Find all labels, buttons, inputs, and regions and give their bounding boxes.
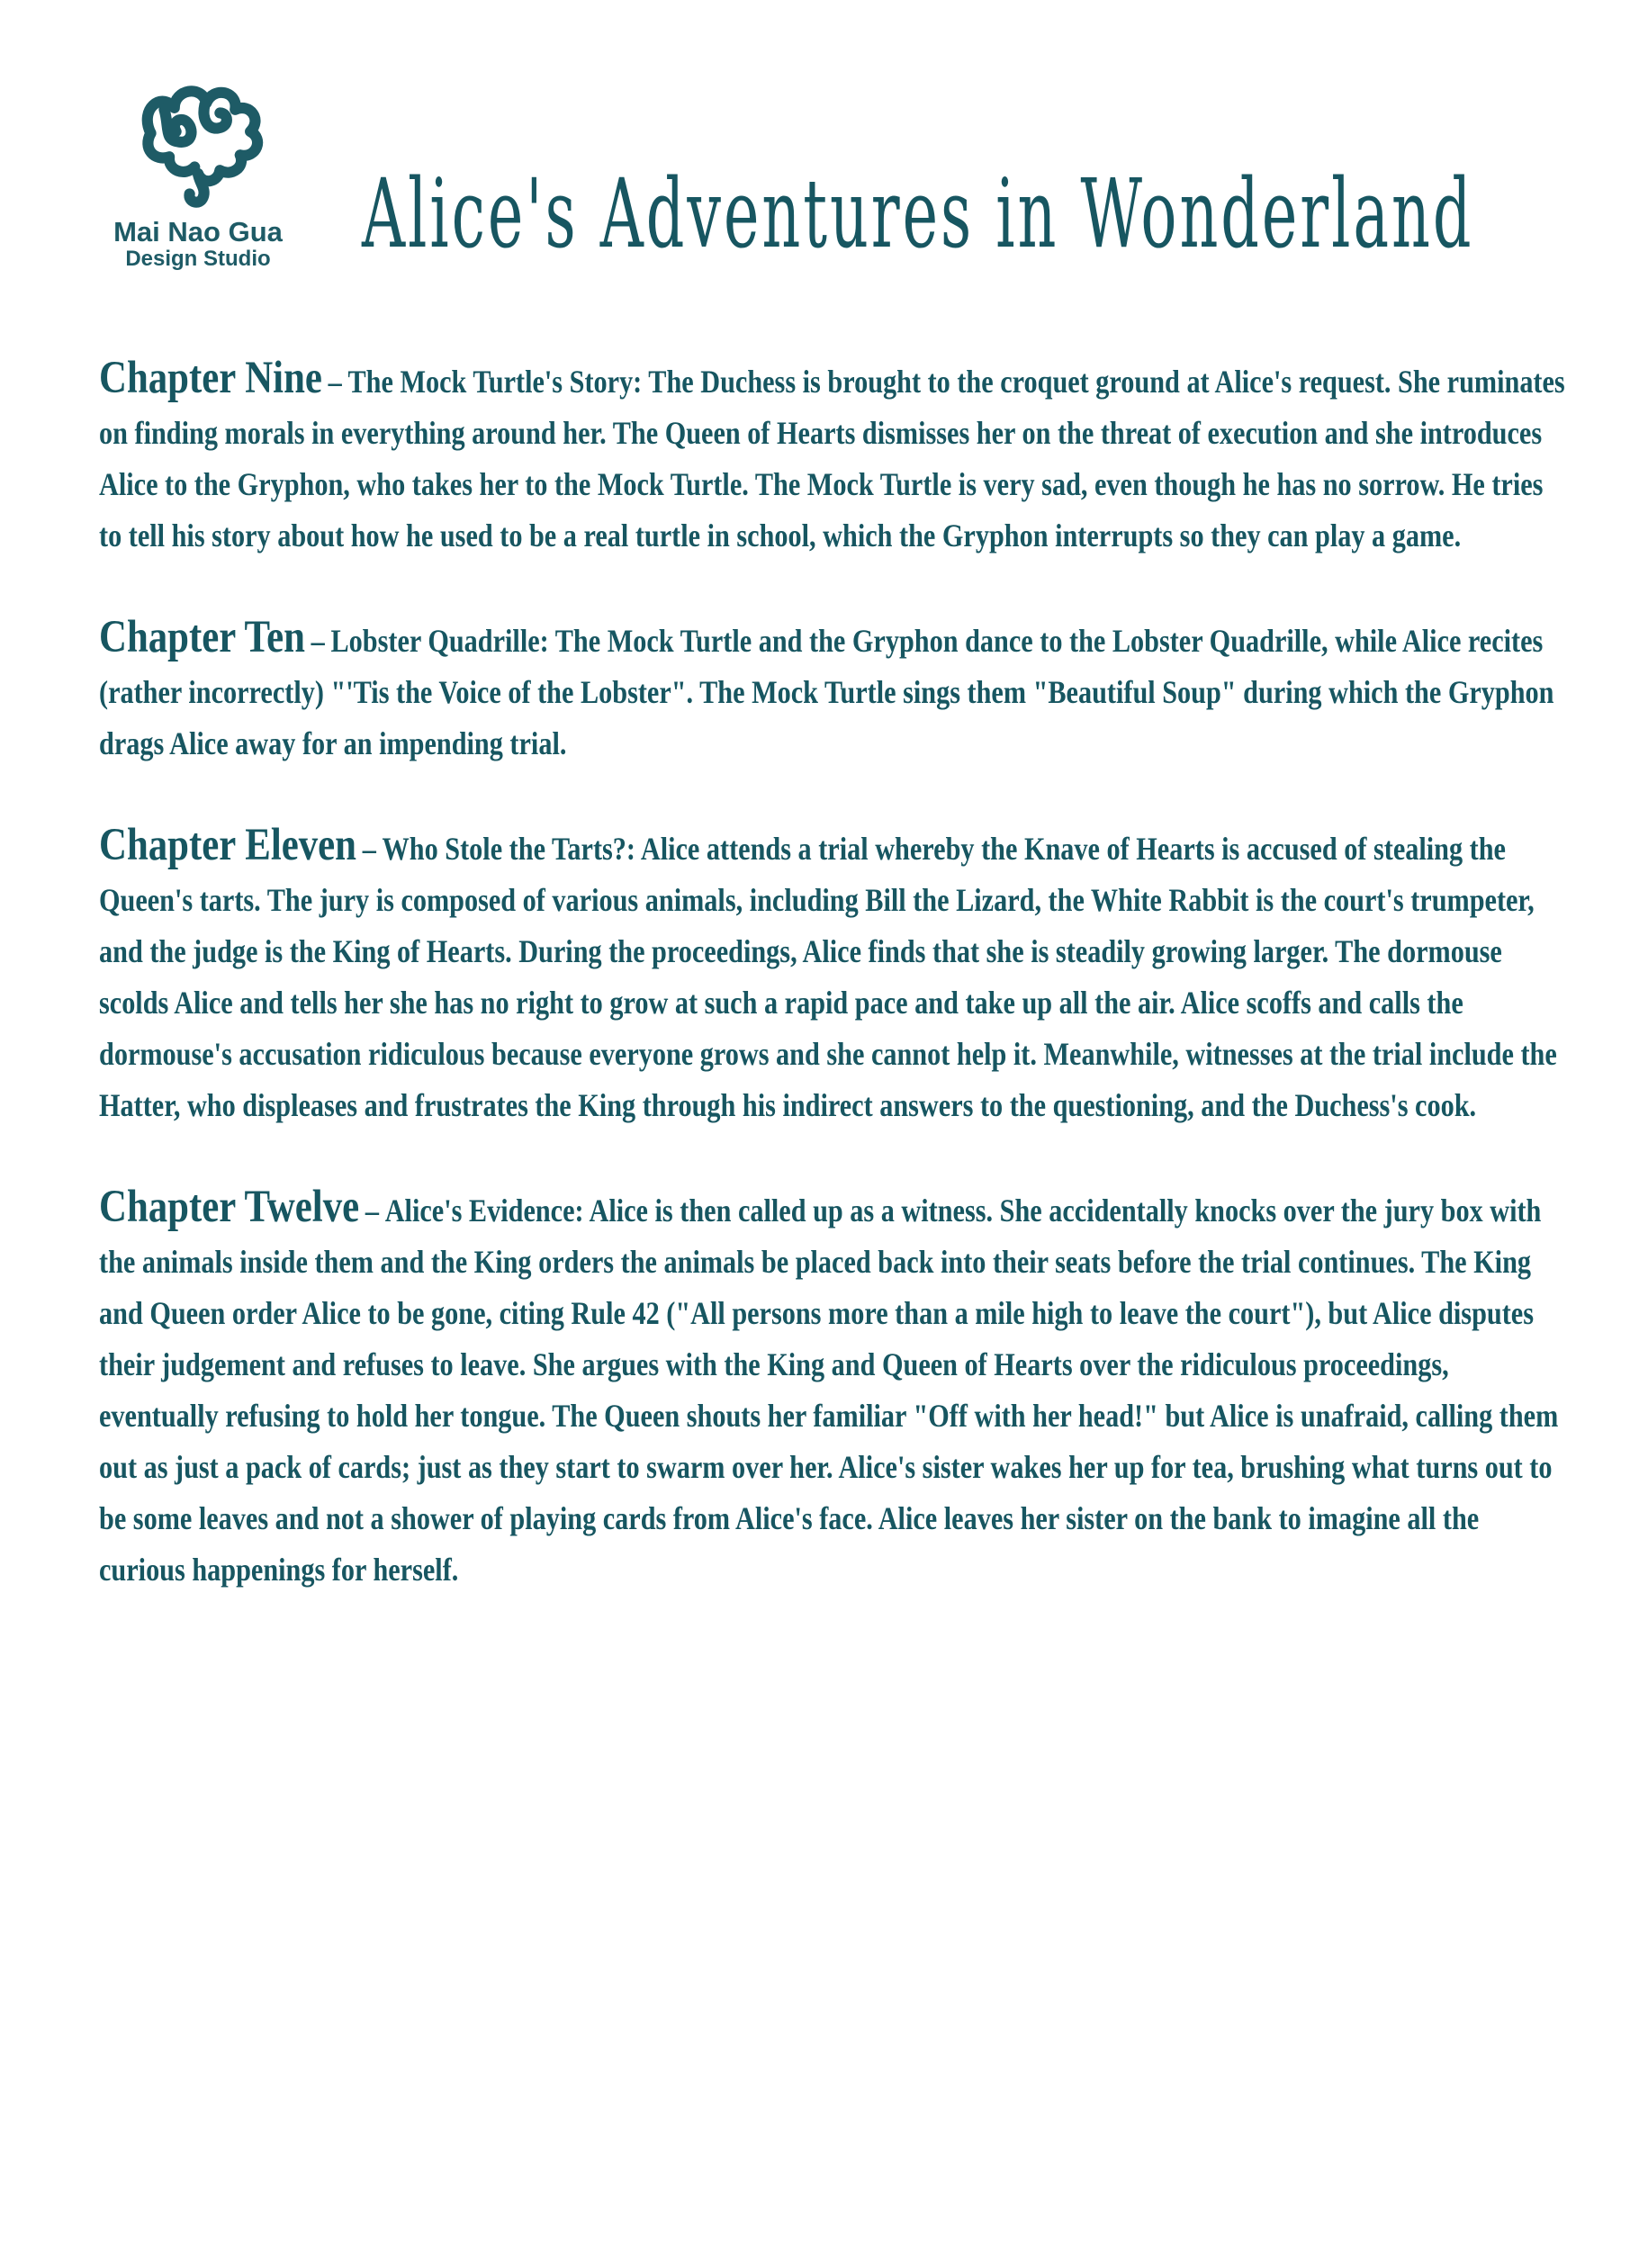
scribble-brain-logo-icon: [131, 79, 266, 214]
logo: [86, 79, 311, 271]
chapter-eleven-paragraph: [99, 820, 1566, 1131]
chapter-eleven-heading: Chapter Eleven: [99, 820, 356, 870]
chapter-ten-heading: Chapter Ten: [99, 612, 305, 662]
chapter-nine-heading: Chapter Nine: [99, 353, 322, 403]
dash-separator: –: [362, 831, 376, 867]
page-title: Alice's Adventures in Wonderland: [362, 160, 1474, 271]
dash-separator: –: [365, 1192, 379, 1228]
chapter-ten-paragraph: [99, 612, 1566, 770]
logo-subtitle: Design Studio: [125, 246, 271, 271]
chapter-twelve-heading: Chapter Twelve: [99, 1182, 360, 1232]
chapter-twelve-paragraph: [99, 1182, 1566, 1596]
chapter-nine-body: The Mock Turtle's Story: The Duchess is brought to the croquet ground at Alice's request. She ruminates on finding morals in everything around her. The Queen of Hearts dismisses her on the threat of execution and she introduces Alice to the Gryphon, who takes her to the Mock Turtle. The Mock Turtle is very sad, even though he has no sorrow. He tries to tell his story about how he used to be a real turtle in school, which the Gryphon interrupts so they can play a game.: [99, 364, 1565, 554]
dash-separator: –: [311, 623, 325, 659]
chapter-summaries: [99, 353, 1566, 1646]
chapter-eleven-body: Who Stole the Tarts?: Alice attends a trial whereby the Knave of Hearts is accused of stealing the Queen's tarts. The jury is composed of various animals, including Bill the Lizard, the White Rabbit is the court's trumpeter, and the judge is the King of Hearts. During the proceedings, Alice finds that she is steadily growing larger. The dormouse scolds Alice and tells her she has no right to grow at such a rapid pace and take up all the air. Alice scoffs and calls the dormouse's accusation ridiculous because everyone grows and she cannot help it. Meanwhile, witnesses at the trial include the Hatter, who displeases and frustrates the King through his indirect answers to the questioning, and the Duchess's cook.: [99, 831, 1557, 1123]
logo-name: Mai Nao Gua: [113, 216, 283, 248]
chapter-ten-body: Lobster Quadrille: The Mock Turtle and the Gryphon dance to the Lobster Quadrille, while Alice recites (rather incorrectly) "'Tis the Voice of the Lobster". The Mock Turtle sings them "Beautiful Soup" during which the Gryphon drags Alice away for an impending trial.: [99, 623, 1554, 761]
chapter-nine-paragraph: [99, 353, 1566, 562]
chapter-twelve-body: Alice's Evidence: Alice is then called up as a witness. She accidentally knocks over the jury box with the animals inside them and the King orders the animals be placed back into their seats before the trial continues. The King and Queen order Alice to be gone, citing Rule 42 ("All persons more than a mile high to leave the court"), but Alice disputes their judgement and refuses to leave. She argues with the King and Queen of Hearts over the ridiculous proceedings, eventually refusing to hold her tongue. The Queen shouts her familiar "Off with her head!" but Alice is unafraid, calling them out as just a pack of cards; just as they start to swarm over her. Alice's sister wakes her up for tea, brushing what turns out to be some leaves and not a shower of playing cards from Alice's face. Alice leaves her sister on the bank to imagine all the curious happenings for herself.: [99, 1192, 1559, 1588]
dash-separator: –: [328, 364, 342, 400]
